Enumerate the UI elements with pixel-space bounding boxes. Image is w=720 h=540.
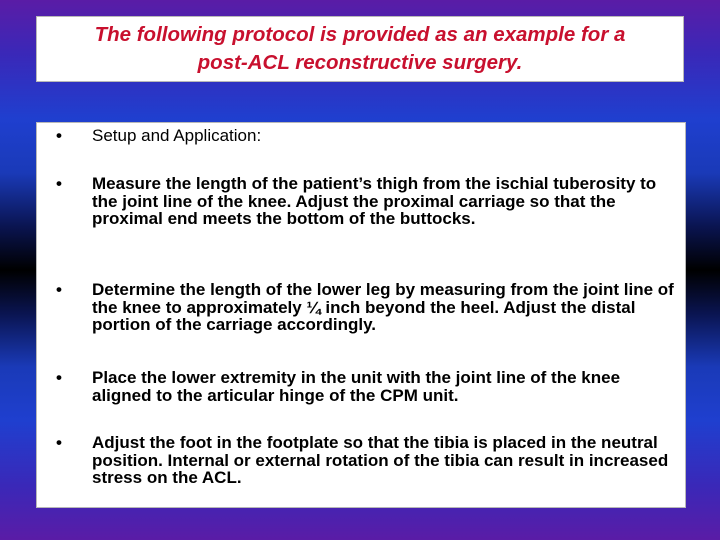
list-item-text: Adjust the foot in the footplate so that the tibia is placed in the neutral position. Internal or external rotation of the tibia can result in increased stress on the ACL. (92, 433, 669, 487)
bullet-icon: • (56, 280, 62, 299)
title-line-1: The following protocol is provided as an example for a (94, 23, 626, 46)
bullet-icon: • (56, 368, 62, 387)
list-item-text: Setup and Application: (92, 126, 262, 145)
content-box (36, 122, 686, 508)
bullet-icon: • (56, 126, 62, 145)
title-box (36, 16, 684, 82)
list-item-text: Determine the length of the lower leg by measuring from the joint line of the knee to approximately ¼ inch beyond the heel. Adjust the distal portion of the carriage accordingly. (92, 280, 674, 334)
list-item-text: Place the lower extremity in the unit with the joint line of the knee aligned to the articular hinge of the CPM unit. (92, 368, 621, 405)
slide-title (95, 21, 626, 77)
list-item-text: Measure the length of the patient’s thigh from the ischial tuberosity to the joint line of the knee. Adjust the proximal carriage so that the proximal end meets the bottom of the buttocks. (92, 174, 657, 228)
title-line-2: post-ACL reconstructive surgery. (197, 51, 523, 74)
bullet-icon: • (56, 433, 62, 452)
bullet-icon: • (56, 174, 62, 193)
